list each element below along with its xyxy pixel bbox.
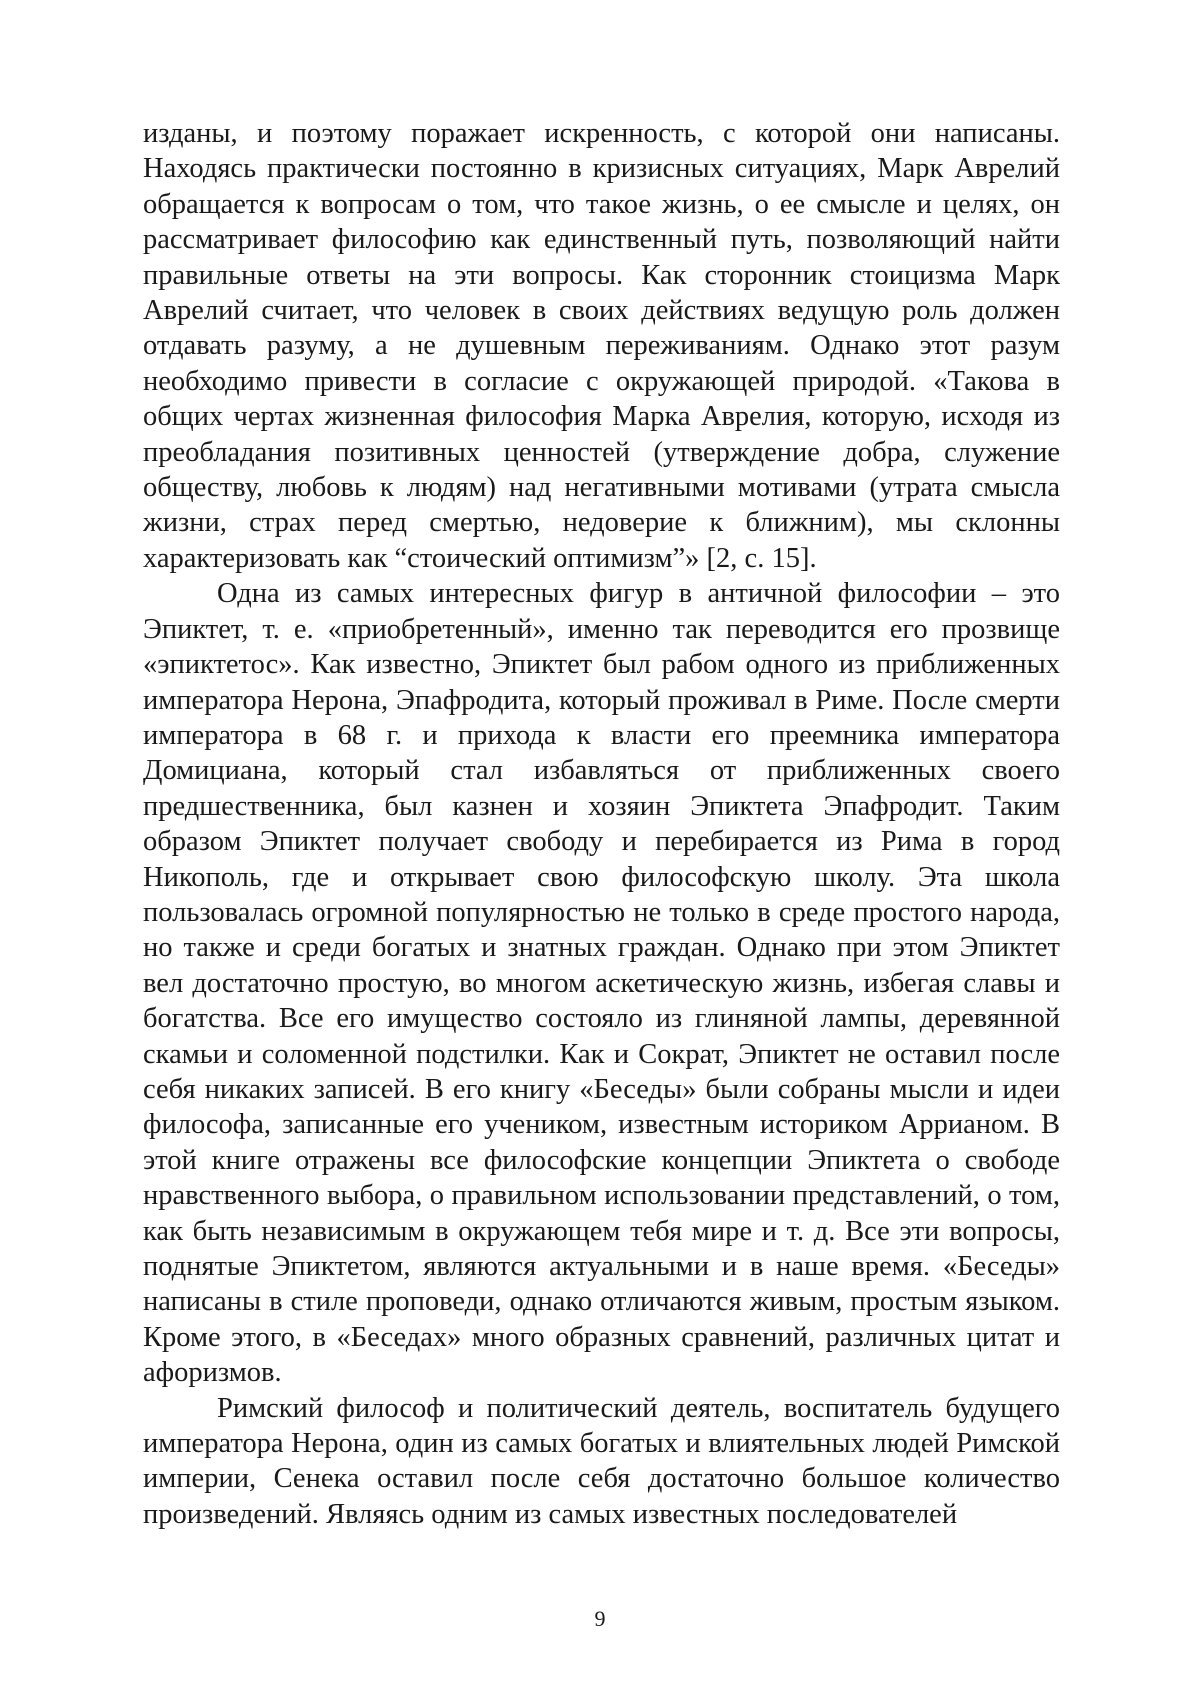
paragraph-marcus-aurelius: изданы, и поэтому поражает искренность, с которой они написаны. Находясь практически постоянно в кризисных ситуациях, Марк Аврелий обращается к вопросам о том, что такое жизнь, о ее смысле и целях, он рассматривает философию как единственный путь, позволяющий найти правильные ответы на эти вопросы. Как сторонник стоицизма Марк Аврелий считает, что человек в своих действиях ведущую роль должен отдавать разуму, а не душевным переживаниям. Однако этот разум необходимо привести в согласие с окружающей природой. «Такова в общих чертах жизненная философия Марка Аврелия, которую, исходя из преобладания позитивных ценностей (утверждение добра, служение обществу, любовь к людям) над негативными мотивами (утрата смысла жизни, страх перед смертью, недоверие к ближним), мы склонны характеризовать как “стоический оптимизм”» [2, с. 15]. xyxy=(143,118,1060,574)
page-number: 9 xyxy=(594,1606,606,1631)
page-body xyxy=(143,116,1060,1532)
paragraph-epictetus: Одна из самых интересных фигур в античной философии – это Эпиктет, т. е. «приобретенный», именно так переводится его прозвище «эпиктетос». Как известно, Эпиктет был рабом одного из приближенных императора Нерона, Эпафродита, который проживал в Риме. После смерти императора в 68 г. и прихода к власти его преемника императора Домициана, который стал избавляться от приближенных своего предшественника, был казнен и хозяин Эпиктета Эпафродит. Таким образом Эпиктет получает свободу и перебирается из Рима в город Никополь, где и открывает свою философскую школу. Эта школа пользовалась огромной популярностью не только в среде простого народа, но также и среди богатых и знатных граждан. Однако при этом Эпиктет вел достаточно простую, во многом аскетическую жизнь, избегая славы и богатства. Все его имущество состояло из глиняной лампы, деревянной скамьи и соломенной подстилки. Как и Сократ, Эпиктет не оставил после себя никаких записей. В его книгу «Беседы» были собраны мысли и идеи философа, записанные его учеником, известным историком Аррианом. В этой книге отражены все философские концепции Эпиктета о свободе нравственного выбора, о правильном использовании представлений, о том, как быть независимым в окружающем тебя мире и т. д. Все эти вопросы, поднятые Эпиктетом, являются актуальными и в наше время. «Беседы» написаны в стиле проповеди, однако отличаются живым, простым языком. Кроме этого, в «Беседах» много образных сравнений, различных цитат и афоризмов. xyxy=(143,578,1060,1389)
paragraph-seneca: Римский философ и политический деятель, воспитатель будущего императора Нерона, один из самых богатых и влиятельных людей Римской империи, Сенека оставил после себя достаточно большое количество произведений. Являясь одним из самых известных последователей xyxy=(143,1392,1060,1530)
